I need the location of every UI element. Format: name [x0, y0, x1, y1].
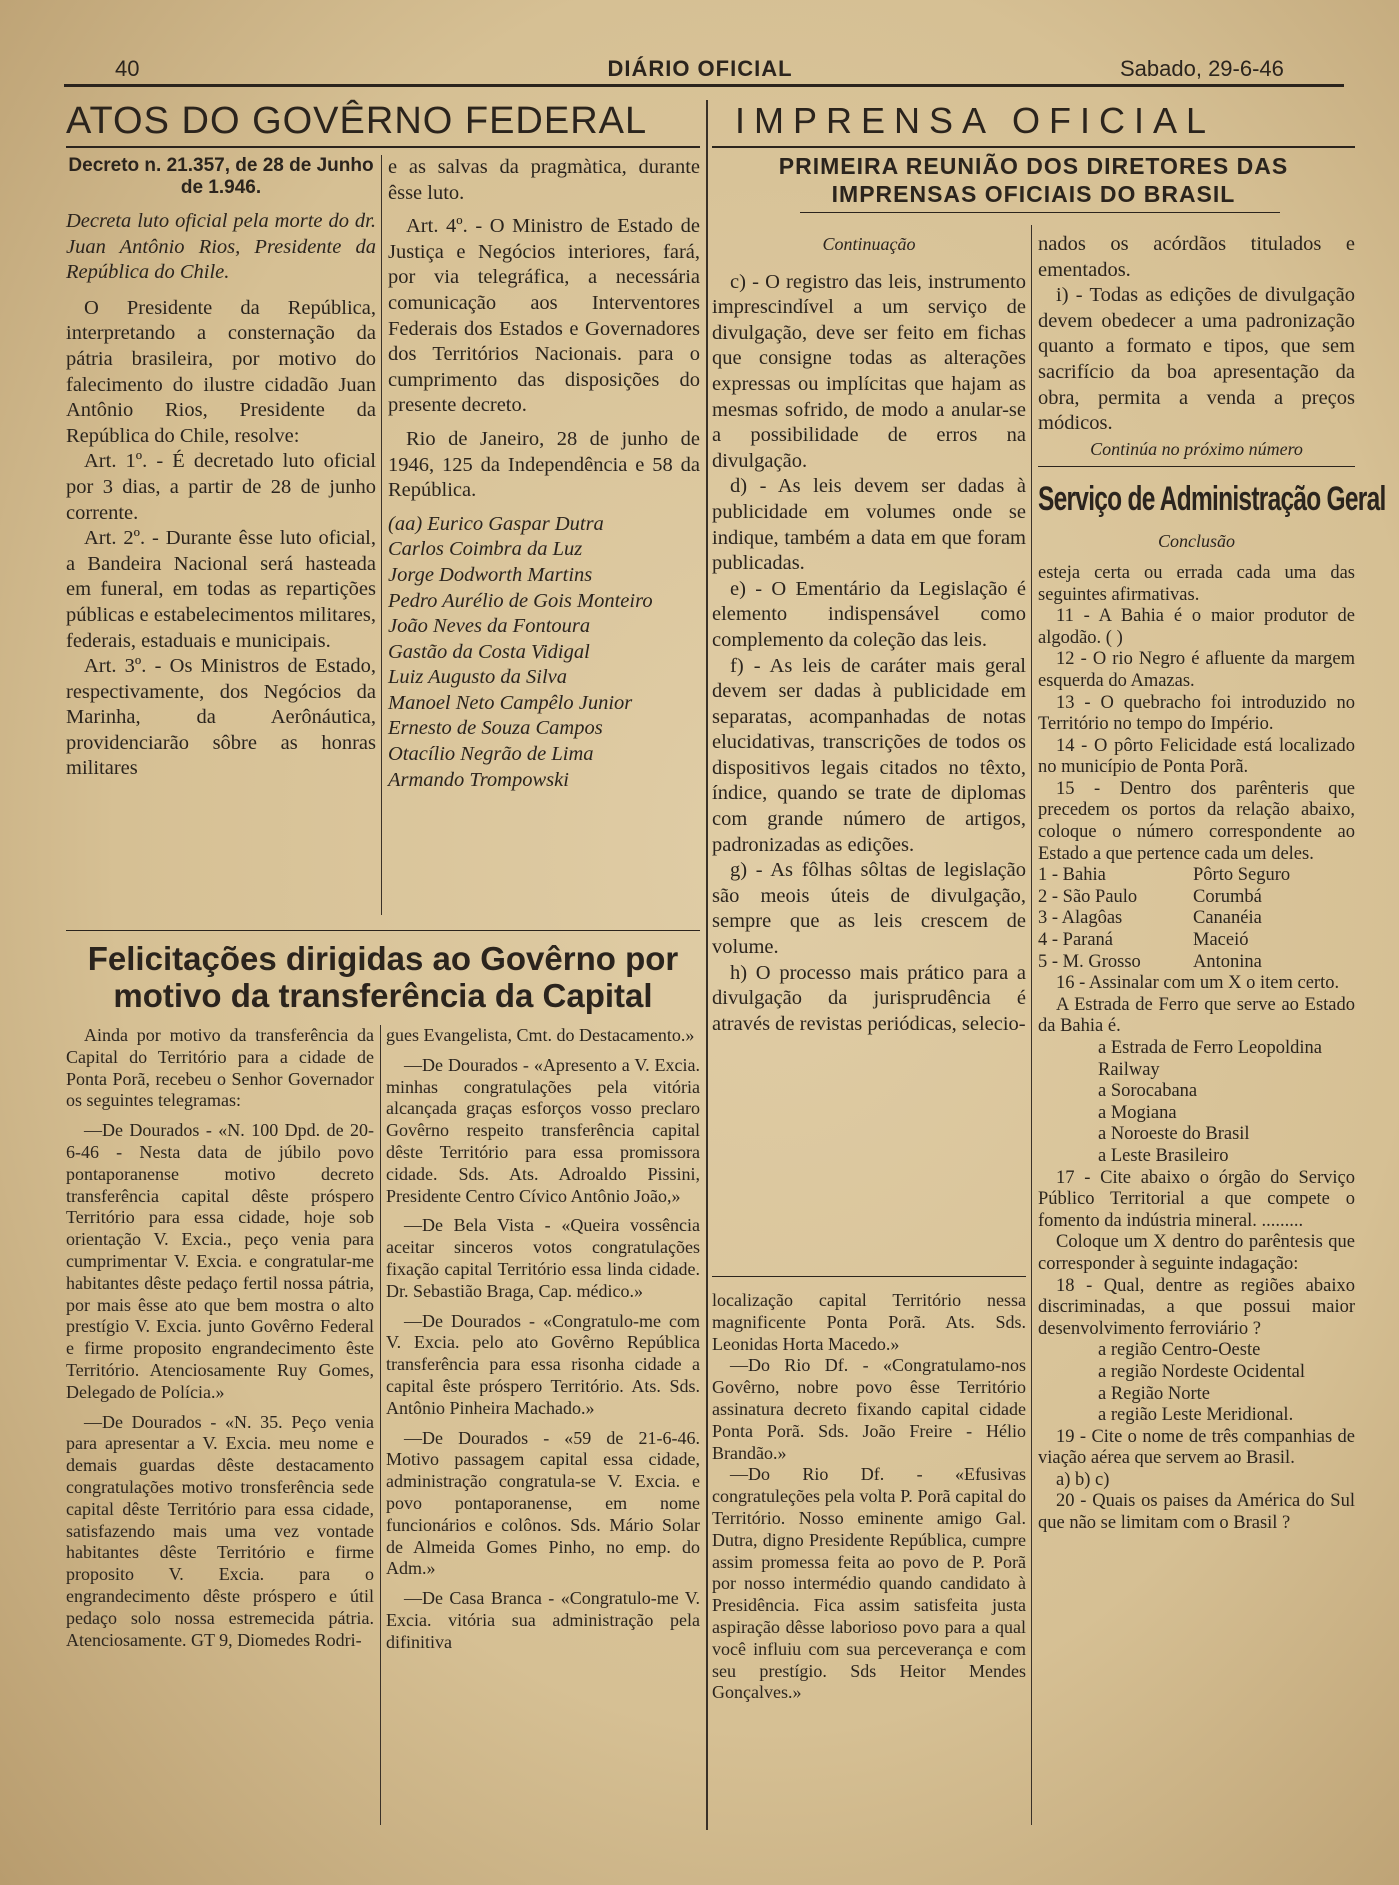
question: 15 - Dentro dos parênteris que precedem os portos da relação abaixo, coloque o número correspondente ao Estado a que pertence cada um deles.	[1038, 778, 1355, 864]
signature: Manoel Neto Campêlo Junior	[388, 691, 633, 714]
telegram: —De Casa Branca - «Congratulo-me V. Excia. vitória sua administração pela difinitiva	[386, 1588, 700, 1652]
paragraph: c) - O registro das leis, instrumento imprescindível a um serviço de divulgação, deve ser feito em fichas que consigne todas as alterações expressas ou implícitas que hajam as mesmas sofrido, de modo a anular-se a possibilidade de erros na divulgação.	[712, 270, 1026, 472]
column-divider	[706, 100, 708, 1830]
questionnaire	[1038, 563, 1355, 1535]
divider	[1038, 466, 1355, 467]
paragraph: Art. 3º. - Os Ministros de Estado, respectivamente, dos Negócios da Marinha, da Aerônáutica, providenciarão sôbre as honras militares	[66, 655, 376, 780]
section-divider	[712, 1276, 1026, 1277]
question: Coloque um X dentro do parêntesis que corresponder à seguinte indagação:	[1038, 1232, 1355, 1274]
paragraph: localização capital Território nessa magnificente Ponta Porã. Ats. Sds. Leonidas Horta Macedo.»	[712, 1290, 1026, 1354]
paragraph: i) - Todas as edições de divulgação devem obedecer a uma padronização quanto a formato e tipos, que sem sacrifício da boa apresentação da obra, permita a venda a preços módicos.	[1038, 284, 1355, 435]
option: a Estrada de Ferro Leopoldina Railway	[1098, 1038, 1322, 1080]
article-title-servico: Serviço de Administração Geral	[1038, 480, 1386, 519]
signature: (aa) Eurico Gaspar Dutra	[388, 512, 604, 535]
state: 1 - Bahia	[1038, 865, 1106, 886]
telegram: —De Dourados - «Congratulo-me com V. Excia. pelo ato Govêrno República transferência para essa risonha cidade a capital êste próspero Território. Ats. Sds. Antônio Pinheira Machado.»	[386, 1310, 700, 1418]
state: 3 - Alagôas	[1038, 908, 1123, 929]
telegram: —De Dourados - «N. 100 Dpd. de 20-6-46 - Nesta data de júbilo povo pontaporanense motivo decreto transferência capital dêste próspero Território para essa cidade, hoje sob orientação V. Excia., peço venia para cumprimentar V. Excia. e congratular-me habitantes dêste pedaço fertil nossa pátria, por mais êsse ato que bem mostra o alto prestígio V. Excia. junto Govêrno Federal e firme proposito engrandecimento êste Território. Atenciosamente Ruy Gomes, Delegado de Polícia.»	[66, 1120, 374, 1402]
signature: Jorge Dodworth Martins	[388, 563, 593, 586]
option: a região Leste Meridional.	[1098, 1405, 1294, 1426]
state: 5 - M. Grosso	[1038, 951, 1141, 972]
question: 14 - O pôrto Felicidade está localizado no município de Ponta Porã.	[1038, 735, 1355, 778]
signature: Pedro Aurélio de Gois Monteiro	[388, 589, 653, 612]
conclusion-label: Conclusão	[1157, 531, 1235, 552]
atos-column-1	[66, 155, 376, 782]
subtitle-rule	[800, 212, 1280, 213]
section-divider	[66, 930, 700, 931]
felicitacoes-column-2	[386, 1025, 700, 1654]
signature: Luiz Augusto da Silva	[388, 666, 568, 689]
continuation-label: Continuação	[822, 234, 916, 254]
state: 4 - Paraná	[1038, 930, 1113, 951]
imprensa-title-rule	[712, 146, 1355, 148]
telegram: —Do Rio Df. - «Efusivas congratuleções pela volta P. Porã capital do Território. Nosso eminente amigo Gal. Dutra, digno Presidente República, cumpre assim promessa feita ao povo de P. Porã por nosso intermédio quando candidato à Presidência. Fica assim satisfeita justa aspiração dêsse laborioso povo para a qual você influiu com sua perceverança e com seu prestígio. Sds Heitor Mendes Gonçalves.»	[712, 1464, 1026, 1703]
column-divider	[381, 155, 382, 915]
port: Corumbá	[1193, 886, 1262, 907]
question: 11 - A Bahia é o maior produtor de algodão. ( )	[1038, 606, 1355, 648]
question: 19 - Cite o nome de três companhias de viação aérea que servem ao Brasil.	[1038, 1426, 1355, 1469]
state: 2 - São Paulo	[1038, 886, 1138, 907]
question: 17 - Cite abaixo o órgão do Serviço Público Territorial a que compete o fomento da indústria mineral. .........	[1038, 1167, 1355, 1231]
paragraph: Art. 2º. - Durante êsse luto oficial, a Bandeira Nacional será hasteada em funeral, em todas as repartições públicas e estabelecimentos militares, federais, estaduais e municipais.	[66, 527, 376, 652]
paragraph: e) - O Ementário da Legislação é elemento indispensável como complemento da coleção das leis.	[712, 577, 1026, 651]
option: a Região Norte	[1098, 1383, 1210, 1404]
decree-title: Decreto n. 21.357, de 28 de Junho de 1.946.	[68, 155, 374, 198]
column-divider	[1031, 225, 1032, 1825]
option: a Leste Brasileiro	[1098, 1145, 1229, 1166]
paragraph: nados os acórdãos titulados e ementados.	[1038, 233, 1355, 281]
section-title-imprensa: IMPRENSA OFICIAL	[735, 100, 1216, 141]
signature: Carlos Coimbra da Luz	[388, 538, 583, 561]
paragraph: f) - As leis de caráter mais geral devem ser dadas à publicidade em separatas, acompanhadas de notas elucidativas, transcrições de todos os dispositivos legais citados no têxto, índice, quando se trate de diplomas com grande número de artigos, padronizadas as edições.	[712, 654, 1026, 856]
issue-date: Sabado, 29-6-46	[1120, 56, 1284, 81]
signature: Armando Trompowski	[388, 768, 569, 791]
port: Pôrto Seguro	[1193, 865, 1291, 886]
question: 16 - Assinalar com um X o item certo.	[1056, 973, 1340, 994]
paragraph: Art. 4º. - O Ministro de Estado de Justiça e Negócios interiores, fará, por via telegráfica, a necessária comunicação aos Interventores Federais dos Estados e Governadores dos Territórios Nacionais. para o cumprimento das disposições do presente decreto.	[388, 215, 700, 417]
telegram: —Do Rio Df. - «Congratulamo-nos Govêrno, nobre povo êsse Território assinatura decreto fixando capital cidade Ponta Porã. Sds. João Freire - Hélio Brandão.»	[712, 1355, 1026, 1463]
atos-title-rule	[66, 146, 700, 148]
header-rule	[64, 84, 1344, 87]
telegram: —De Dourados - «N. 35. Peço venia para apresentar a V. Excia. meu nome e demais guardas dêste destacamento congratulações motivo tronsferência sede capital dêste Território para essa cidade, satisfazendo mais uma vez vontade habitantes dêste Território e firme proposito V. Excia. para o engrandecimento dêste próspero e útil pedaço solo nossa estremecida pátria. Atenciosamente. GT 9, Diomedes Rodri-	[66, 1411, 374, 1650]
article-title-felicitacoes: Felicitações dirigidas ao Govêrno por motivo da transferência da Capital	[87, 940, 679, 1014]
paragraph: d) - As leis devem ser dadas à publicidade em volumes onde se indique, também a data em que foram publicadas.	[712, 475, 1026, 575]
question: 18 - Qual, dentre as regiões abaixo discriminadas, a que possui maior desenvolvimento ferroviário ?	[1038, 1275, 1355, 1339]
option: a Sorocabana	[1098, 1081, 1198, 1102]
newspaper-title: DIÁRIO OFICIAL	[607, 56, 793, 81]
decree-summary: Decreta luto oficial pela morte do dr. Juan Antônio Rios, Presidente da República do Chile.	[66, 210, 376, 284]
telegram: —De Dourados - «Apresento a V. Excia. minhas congratulações pela vitória alcançada graças esforços vosso preclaro Govêrno respeito transferência capital dêste Território para essa promissora cidade. Sds. Ats. Adroaldo Pissini, Presidente Centro Cívico Antônio João,»	[386, 1054, 700, 1206]
signature: João Neves da Fontoura	[388, 615, 591, 638]
question: 20 - Quais os paises da América do Sul que não se limitam com o Brasil ?	[1038, 1491, 1355, 1534]
signatures	[388, 512, 700, 794]
port: Antonina	[1193, 951, 1262, 972]
option: a Mogiana	[1098, 1102, 1177, 1123]
felicitacoes-column-3	[712, 1290, 1026, 1704]
question: 13 - O quebracho foi introduzido no Território no tempo do Império.	[1038, 692, 1355, 735]
article-subtitle: PRIMEIRA REUNIÃO DOS DIRETORES DAS IMPRENSAS OFICIAIS DO BRASIL	[778, 153, 1289, 207]
paragraph: g) - As fôlhas sôltas de legislação são meois úteis de divulgação, sempre que as leis crescem de volume.	[712, 859, 1026, 959]
question: A Estrada de Ferro que serve ao Estado da Bahia é.	[1038, 994, 1355, 1037]
paragraph: Rio de Janeiro, 28 de junho de 1946, 125 da Independência e 58 da República.	[388, 427, 700, 502]
page-number: 40	[115, 56, 140, 81]
paragraph: h) O processo mais prático para a divulgação da jurisprudência é através de revistas periódicas, selecio-	[712, 961, 1026, 1035]
question: 12 - O rio Negro é afluente da margem esquerda do Amazas.	[1038, 649, 1355, 691]
paragraph: O Presidente da República, interpretando a consternação da pátria brasileira, por motivo do falecimento do ilustre cidadão Juan Antônio Rios, Presidente da República do Chile, resolve:	[66, 296, 376, 447]
railway-options	[1038, 1038, 1355, 1168]
paragraph: e as salvas da pragmàtica, durante êsse luto.	[388, 156, 700, 204]
atos-column-2	[388, 155, 700, 793]
signature: Ernesto de Souza Campos	[388, 717, 603, 740]
imprensa-column-2	[1038, 232, 1386, 1535]
signature: Gastão da Costa Vidigal	[388, 640, 590, 663]
felicitacoes-column-1	[66, 1025, 374, 1651]
port: Cananéia	[1193, 908, 1262, 929]
imprensa-column-1	[712, 232, 1026, 1037]
paragraph: gues Evangelista, Cmt. do Destacamento.»	[386, 1025, 695, 1045]
option: a região Centro-Oeste	[1098, 1340, 1261, 1361]
paragraph: Ainda por motivo da transferência da Capital do Território para a cidade de Ponta Porã, recebeu o Senhor Governador os seguintes telegramas:	[66, 1025, 374, 1111]
telegram: —De Dourados - «59 de 21-6-46. Motivo passagem capital essa cidade, administração congratula-se V. Excia. e povo pontaporanense, em nome funcionários e colônos. Sds. Mário Solar de Almeida Gomes Pinho, no emp. do Adm.»	[386, 1427, 700, 1579]
port: Maceió	[1193, 930, 1249, 951]
signature: Otacílio Negrão de Lima	[388, 743, 594, 766]
answer-slots: a) b) c)	[1056, 1469, 1110, 1490]
continues-label: Continúa no próximo número	[1090, 438, 1303, 459]
paragraph: esteja certa ou errada cada uma das seguintes afirmativas.	[1038, 562, 1355, 605]
section-title-atos: ATOS DO GOVÊRNO FEDERAL	[66, 100, 648, 142]
region-options	[1038, 1340, 1355, 1426]
column-divider	[380, 1025, 381, 1825]
option: a região Nordeste Ocidental	[1098, 1361, 1306, 1382]
telegram: —De Bela Vista - «Queira vossência aceitar sinceros votos congratulações fixação capital Território essa linda cidade. Dr. Sebastião Braga, Cap. médico.»	[386, 1215, 700, 1301]
state-port-table	[1038, 865, 1355, 973]
paragraph: Art. 1º. - É decretado luto oficial por 3 dias, a partir de 28 de junho corrente.	[66, 450, 376, 524]
option: a Noroeste do Brasil	[1098, 1124, 1250, 1145]
